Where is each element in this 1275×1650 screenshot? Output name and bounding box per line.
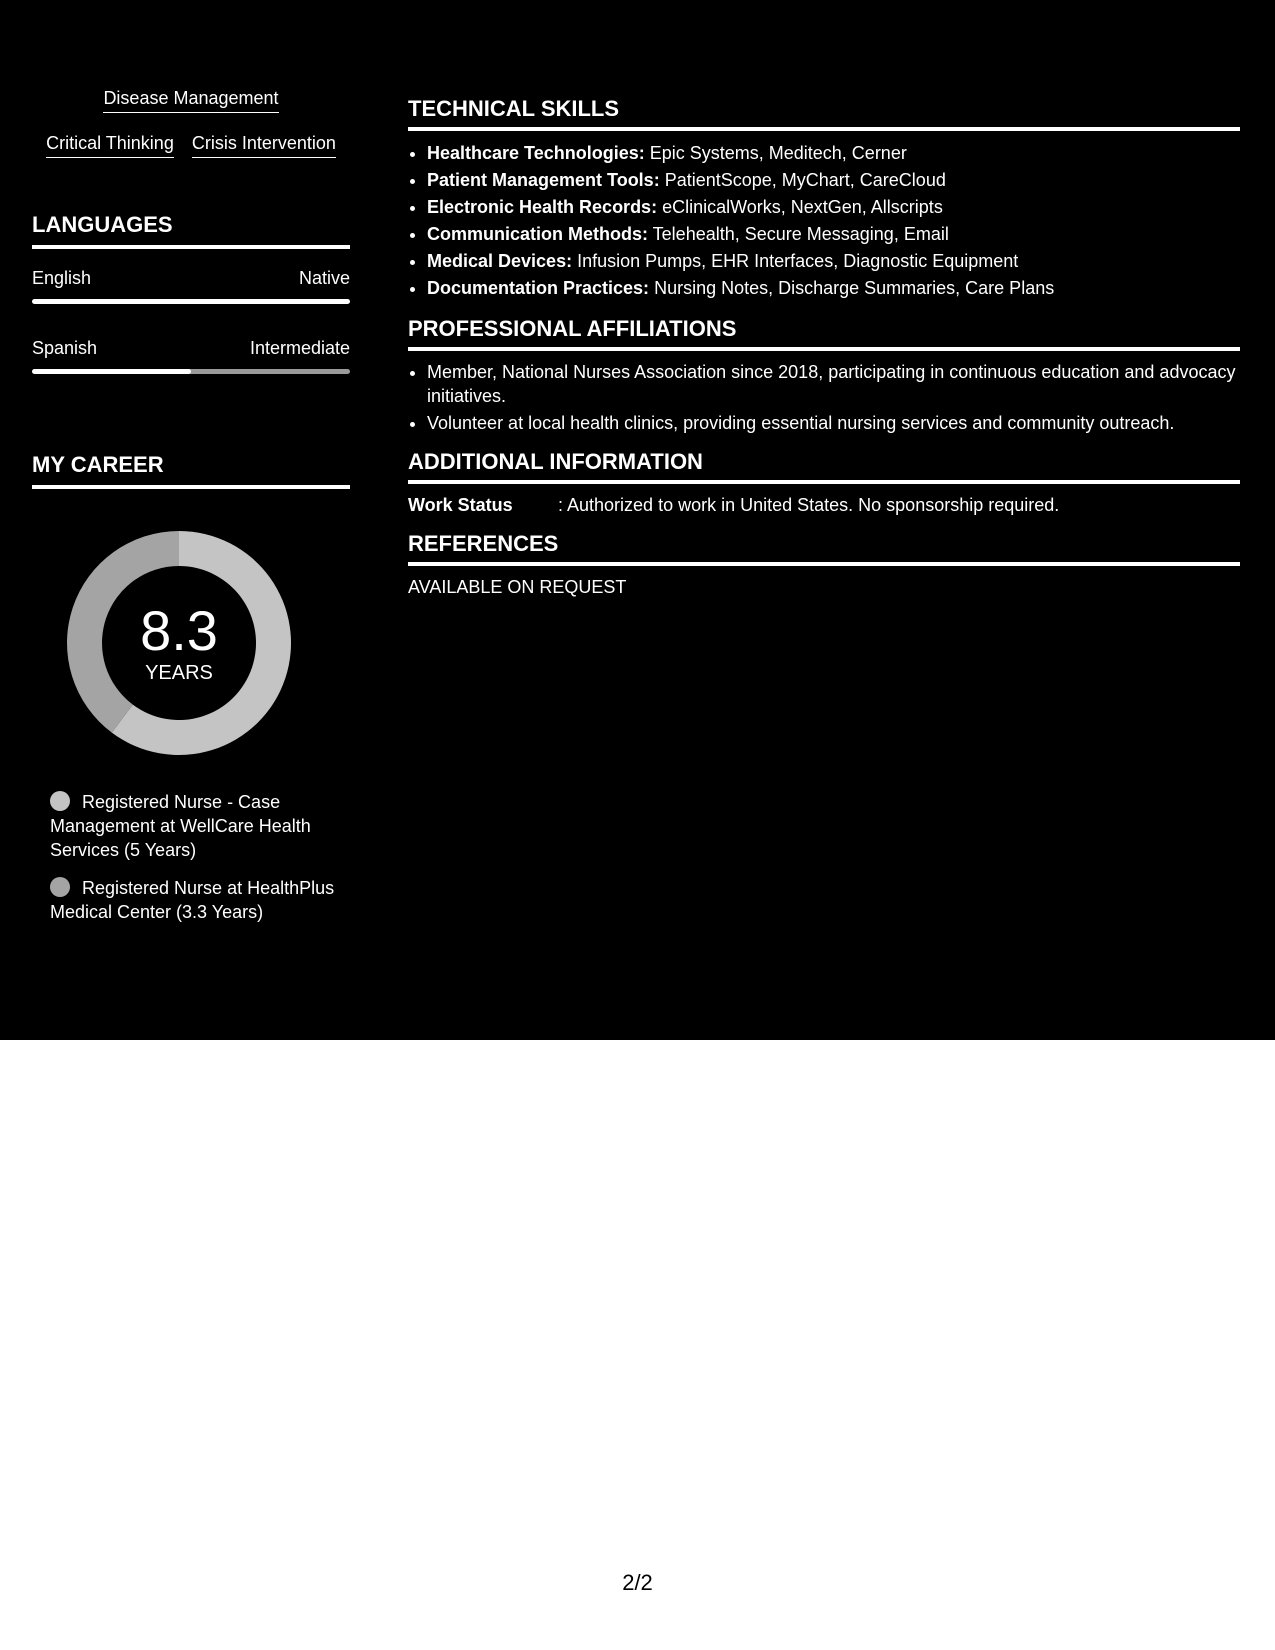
work-status-row [408,493,1240,517]
references-text: AVAILABLE ON REQUEST [408,577,627,597]
affiliations-heading: PROFESSIONAL AFFILIATIONS [408,316,1240,351]
career-total-unit: YEARS [145,661,213,684]
skill-tag-row [32,133,350,158]
work-status-value: : Authorized to work in United States. No sponsorship required. [558,495,1060,515]
skill-value: Nursing Notes, Discharge Summaries, Care Plans [649,278,1055,298]
skill-value: eClinicalWorks, NextGen, Allscripts [657,197,943,217]
list-item: • Member, National Nurses Association since 2018, participating in continuous education and advocacy initiatives. [427,360,1240,408]
references-heading: REFERENCES [408,531,1240,566]
skill-tag-row [32,88,350,113]
language-item [32,338,350,374]
career-item-text: Registered Nurse - Case Management at WellCare Health Services (5 Years) [50,792,311,860]
language-level: Intermediate [249,338,350,358]
skill-label: Documentation Practices: [427,278,650,298]
language-proficiency-fill [32,299,350,304]
language-proficiency-bar [32,369,350,374]
skill-label: Healthcare Technologies: [427,143,645,163]
additional-info-section [408,449,1240,517]
languages-heading: LANGUAGES [32,212,350,249]
affiliations-list [408,360,1240,435]
language-item [32,268,350,304]
skill-tag: Disease Management [103,88,278,113]
list-item [427,248,1240,275]
skill-value: PatientScope, MyChart, CareCloud [659,170,946,190]
language-proficiency-bar [32,299,350,304]
references-section [408,531,1240,599]
skill-tags [32,88,350,178]
technical-skills-section [408,96,1240,302]
list-item [427,140,1240,167]
career-dot-icon [50,877,70,897]
skill-value: Telehealth, Secure Messaging, Email [648,224,949,244]
language-name: English [32,268,92,288]
list-item: • Volunteer at local health clinics, providing essential nursing services and community outreach. [427,411,1240,435]
language-level: Native [298,268,350,288]
technical-skills-heading: TECHNICAL SKILLS [408,96,1240,131]
skill-label: Patient Management Tools: [427,170,660,190]
skill-value: Infusion Pumps, EHR Interfaces, Diagnostic Equipment [572,251,1019,271]
skill-label: Medical Devices: [427,251,573,271]
career-item [50,876,335,924]
technical-skills-list [408,140,1240,302]
language-name: Spanish [32,338,98,358]
career-donut-chart [66,530,292,756]
work-status-label: Work Status [408,495,513,515]
career-heading: MY CAREER [32,452,350,489]
skill-value: Epic Systems, Meditech, Cerner [644,143,907,163]
list-item [427,275,1240,302]
list-item [427,194,1240,221]
affiliations-section [408,316,1240,435]
skill-tag: Crisis Intervention [192,133,336,158]
additional-info-heading: ADDITIONAL INFORMATION [408,449,1240,484]
career-item [50,790,335,862]
language-proficiency-fill [32,369,191,374]
list-item [427,221,1240,248]
main-column [408,96,1240,613]
sidebar [0,0,382,1040]
career-total [66,530,292,756]
skill-tag: Critical Thinking [46,133,174,158]
page-number: 2/2 [622,1570,653,1595]
career-dot-icon [50,791,70,811]
career-total-value: 8.3 [140,598,218,662]
skill-label: Communication Methods: [427,224,648,244]
list-item [427,167,1240,194]
skill-label: Electronic Health Records: [427,197,658,217]
career-list [50,790,335,938]
career-item-text: Registered Nurse at HealthPlus Medical Center (3.3 Years) [50,878,335,922]
